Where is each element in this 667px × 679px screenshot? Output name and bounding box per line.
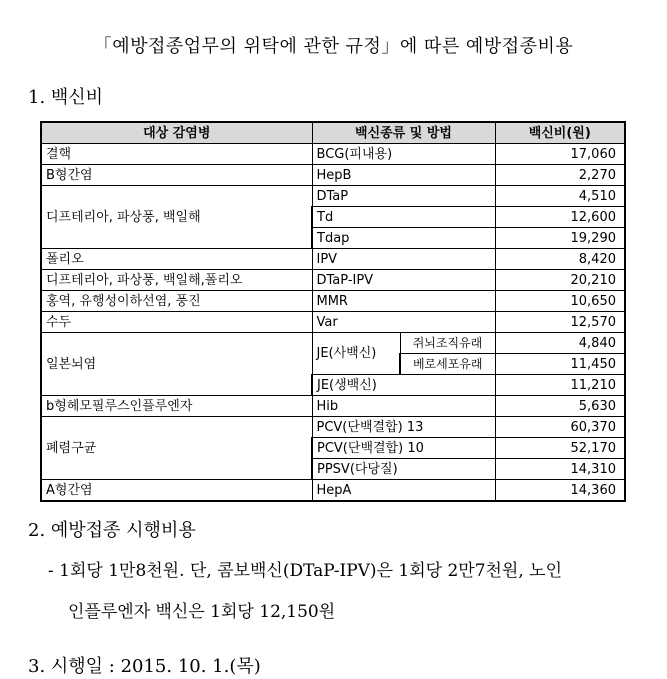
header-disease: 대상 감염병 <box>41 122 312 144</box>
vaccine-cell: IPV <box>312 249 495 270</box>
cost-cell: 52,170 <box>495 438 625 459</box>
table-row <box>41 165 625 186</box>
vaccine-cell: PCV(단백결합) 13 <box>312 417 495 438</box>
disease-cell: 디프테리아, 파상풍, 백일해,폴리오 <box>41 270 312 291</box>
cost-cell: 14,360 <box>495 480 625 502</box>
document-title: 「예방접종업무의 위탁에 관한 규정」에 따른 예방접종비용 <box>93 36 574 57</box>
disease-cell: 홍역, 유행성이하선염, 풍진 <box>41 291 312 312</box>
cost-cell: 4,840 <box>495 333 625 354</box>
table-row <box>41 312 625 333</box>
table-row <box>41 291 625 312</box>
section-1-heading: 1. 백신비 <box>28 87 104 108</box>
table-row <box>41 417 625 438</box>
cost-cell: 8,420 <box>495 249 625 270</box>
cost-cell: 12,600 <box>495 207 625 228</box>
vaccine-cell: Td <box>312 207 495 228</box>
vaccine-cell: HepA <box>312 480 495 502</box>
header-cost: 백신비(원) <box>495 122 625 144</box>
cost-cell: 12,570 <box>495 312 625 333</box>
vaccine-cell: PCV(단백결합) 10 <box>312 438 495 459</box>
header-vaccine: 백신종류 및 방법 <box>312 122 495 144</box>
vaccine-sub-cell: 베로세포유래 <box>400 354 495 375</box>
table-header-row <box>41 122 625 144</box>
vaccine-cell: DTaP <box>312 186 495 207</box>
cost-cell: 11,450 <box>495 354 625 375</box>
section-2-heading: 2. 예방접종 시행비용 <box>28 520 196 541</box>
disease-cell: B형간염 <box>41 165 312 186</box>
table-row <box>41 480 625 502</box>
cost-cell: 19,290 <box>495 228 625 249</box>
disease-cell: b형헤모필루스인플루엔자 <box>41 396 312 417</box>
cost-cell: 5,630 <box>495 396 625 417</box>
table-row <box>41 396 625 417</box>
table-row <box>41 144 625 165</box>
cost-cell: 17,060 <box>495 144 625 165</box>
cost-cell: 60,370 <box>495 417 625 438</box>
cost-cell: 4,510 <box>495 186 625 207</box>
cost-cell: 20,210 <box>495 270 625 291</box>
table-row <box>41 249 625 270</box>
cost-cell: 2,270 <box>495 165 625 186</box>
disease-cell: A형간염 <box>41 480 312 502</box>
section-2-text-line-2: 인플루엔자 백신은 1회당 12,150원 <box>68 602 336 622</box>
vaccine-cell: JE(사백신) <box>312 333 400 375</box>
cost-cell: 11,210 <box>495 375 625 396</box>
section-3-heading: 3. 시행일 : 2015. 10. 1.(목) <box>28 656 261 677</box>
vaccine-cell: BCG(피내용) <box>312 144 495 165</box>
vaccine-cell: JE(생백신) <box>312 375 495 396</box>
cost-cell: 10,650 <box>495 291 625 312</box>
vaccine-sub-cell: 쥐뇌조직유래 <box>400 333 495 354</box>
vaccine-cell: MMR <box>312 291 495 312</box>
disease-cell: 폴리오 <box>41 249 312 270</box>
disease-cell: 디프테리아, 파상풍, 백일해 <box>41 186 312 249</box>
section-2-text-line-1: - 1회당 1만8천원. 단, 콤보백신(DTaP-IPV)은 1회당 2만7천원, 노인 <box>48 561 563 581</box>
table-row <box>41 270 625 291</box>
vaccine-cell: Var <box>312 312 495 333</box>
disease-cell: 일본뇌염 <box>41 333 312 396</box>
vaccine-cell: Tdap <box>312 228 495 249</box>
vaccine-cost-table <box>40 121 626 502</box>
vaccine-cell: DTaP-IPV <box>312 270 495 291</box>
table-row <box>41 186 625 207</box>
vaccine-cell: PPSV(다당질) <box>312 459 495 480</box>
disease-cell: 수두 <box>41 312 312 333</box>
vaccine-cell: Hib <box>312 396 495 417</box>
cost-cell: 14,310 <box>495 459 625 480</box>
disease-cell: 폐렴구균 <box>41 417 312 480</box>
disease-cell: 결핵 <box>41 144 312 165</box>
vaccine-cell: HepB <box>312 165 495 186</box>
table-row <box>41 333 625 354</box>
